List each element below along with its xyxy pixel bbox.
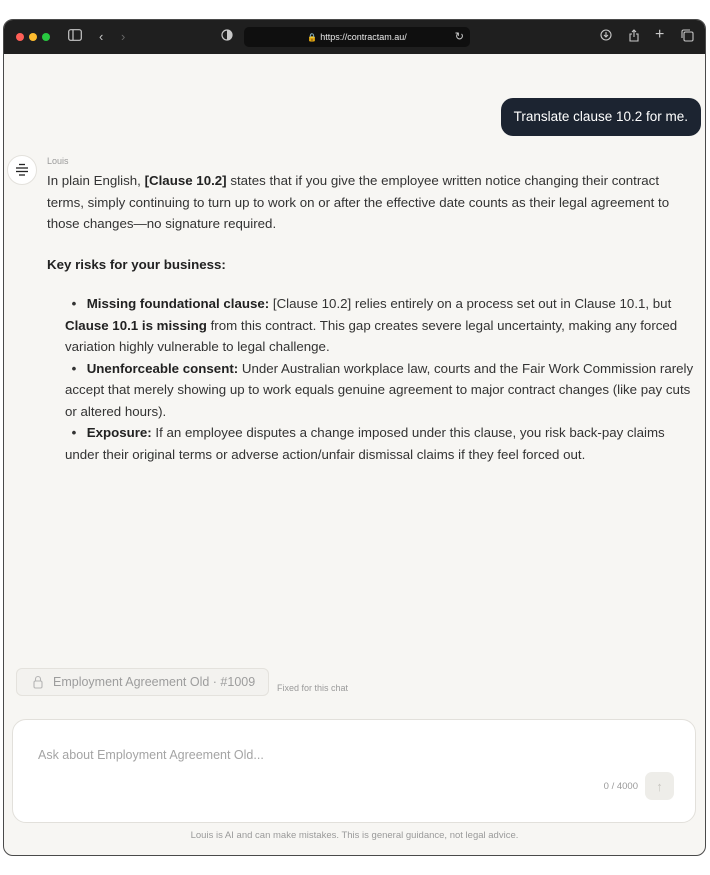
forward-icon[interactable]: › xyxy=(121,29,126,44)
clause-reference: [Clause 10.2] xyxy=(144,173,227,188)
reload-icon[interactable]: ↻ xyxy=(454,31,464,43)
document-chip[interactable] xyxy=(16,668,269,696)
message-input[interactable]: Ask about Employment Agreement Old... xyxy=(38,748,264,762)
lock-icon: 🔒 xyxy=(307,32,318,42)
disclaimer: Louis is AI and can make mistakes. This is general guidance, not legal advice. xyxy=(190,830,519,841)
answer-paragraph xyxy=(47,170,697,235)
window-controls xyxy=(16,33,50,41)
risk-title: Exposure: xyxy=(86,425,152,440)
send-button[interactable] xyxy=(645,772,674,800)
character-counter: 0 / 4000 xyxy=(603,781,638,792)
chip-note: Fixed for this chat xyxy=(277,683,349,693)
sender-name: Louis xyxy=(47,156,69,166)
minimize-window-button[interactable] xyxy=(29,33,37,41)
assistant-message xyxy=(47,170,697,465)
arrow-up-icon: ↑ xyxy=(656,778,663,794)
risks-heading: Key risks for your business: xyxy=(47,256,226,272)
risk-title: Unenforceable consent: xyxy=(86,360,239,376)
answer-text: In plain English, xyxy=(47,173,145,188)
user-message: Translate clause 10.2 for me. xyxy=(501,98,701,136)
risks-list xyxy=(47,293,697,465)
risk-text: from this contract. This gap creates severe legal uncertainty, making any forced variation highly vulnerable to legal challenge. xyxy=(65,317,678,354)
risk-title: Missing foundational clause: xyxy=(86,296,270,311)
privacy-shield-icon[interactable] xyxy=(221,29,233,45)
document-chip-label: Employment Agreement Old · #1009 xyxy=(53,675,256,689)
browser-window xyxy=(3,19,706,856)
lock-icon xyxy=(31,675,45,689)
url-text: https://contractam.au/ xyxy=(320,32,407,42)
list-item: • Exposure: If an employee disputes a change imposed under this clause, you risk back-pay claims under their original terms or adverse action/unfair dismissal claims if they feel forced out. xyxy=(65,425,665,462)
risk-text: If an employee disputes a change imposed under this clause, you risk back-pay claims under their original terms or adverse action/unfair dismissal claims if they feel forced out. xyxy=(65,425,665,462)
tab-overview-icon[interactable] xyxy=(681,29,694,46)
list-item: • Missing foundational clause: [Clause 10.2] relies entirely on a process set out in Clause 10.1, but Clause 10.1 is missing from this contract. This gap creates severe legal uncertainty, making any forced variation highly vulnerable to legal challenge. xyxy=(65,296,678,354)
sidebar-toggle-icon[interactable] xyxy=(68,29,82,45)
back-icon[interactable]: ‹ xyxy=(99,29,104,44)
downloads-icon[interactable] xyxy=(600,29,612,45)
chat-area xyxy=(4,54,705,855)
composer xyxy=(12,719,696,823)
risk-text: Under Australian workplace law, courts and the Fair Work Commission rarely accept that merely showing up to work equals genuine agreement to major contract changes (like pay cuts or altered hours). xyxy=(65,360,694,419)
address-bar[interactable] xyxy=(244,27,470,47)
close-window-button[interactable] xyxy=(16,33,24,41)
risk-text: [Clause 10.2] relies entirely on a process set out in Clause 10.1, but xyxy=(269,296,672,311)
browser-toolbar xyxy=(4,20,705,54)
list-item: • Unenforceable consent: Under Australian workplace law, courts and the Fair Work Commission rarely accept that merely showing up to work equals genuine agreement to major contract changes (like pay cuts or altered hours). xyxy=(65,360,694,419)
assistant-logo-icon xyxy=(14,163,30,177)
zoom-window-button[interactable] xyxy=(42,33,50,41)
share-icon[interactable] xyxy=(628,29,640,46)
answer-text: states that if you give the employee written notice changing their contract terms, simply continuing to turn up to work on or after the effective date counts as their legal agreement to those changes—no signature required. xyxy=(47,173,670,231)
assistant-avatar xyxy=(7,155,37,185)
new-tab-icon[interactable]: + xyxy=(655,26,665,43)
risk-emphasis: Clause 10.1 is missing xyxy=(65,317,207,333)
